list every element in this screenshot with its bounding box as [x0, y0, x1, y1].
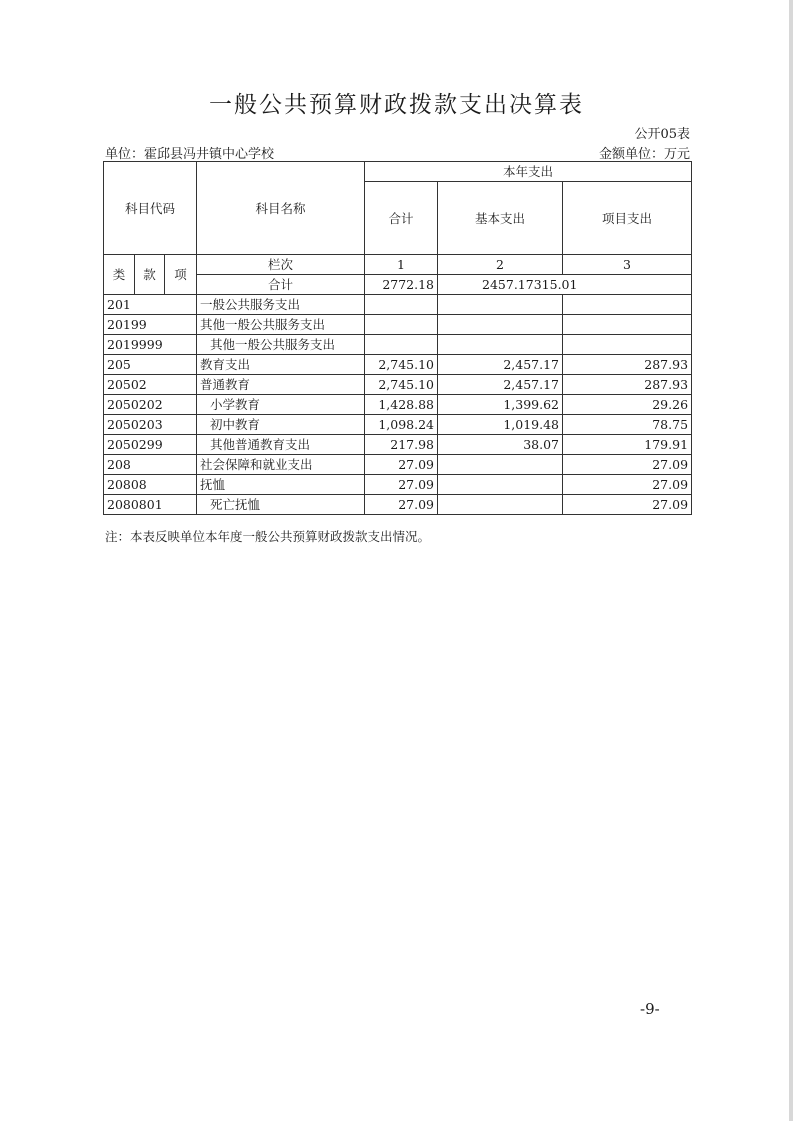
- row-code: 20199: [104, 315, 197, 335]
- row-total: 27.09: [365, 495, 438, 515]
- header-project: 项目支出: [563, 182, 692, 255]
- row-name: 其他普通教育支出: [197, 435, 365, 455]
- row-code: 2080801: [104, 495, 197, 515]
- row-basic: [438, 495, 563, 515]
- row-total: [365, 335, 438, 355]
- row-total: [365, 315, 438, 335]
- sum-total: 2772.18: [365, 275, 438, 295]
- row-code: 205: [104, 355, 197, 375]
- row-name: 普通教育: [197, 375, 365, 395]
- table-row: [104, 355, 692, 375]
- page-number: -9-: [640, 1000, 660, 1018]
- row-project: 287.93: [563, 375, 692, 395]
- row-project: [563, 335, 692, 355]
- unit-label: 单位：霍邱县冯井镇中心学校: [105, 147, 275, 162]
- table-row: [104, 415, 692, 435]
- table-row: [104, 435, 692, 455]
- table-row: [104, 335, 692, 355]
- header-xiang: 项: [165, 255, 197, 295]
- amount-unit-label: 金额单位：万元: [598, 147, 690, 162]
- table-row: [104, 295, 692, 315]
- row-basic: 1,399.62: [438, 395, 563, 415]
- row-basic: 1,019.48: [438, 415, 563, 435]
- header-basic: 基本支出: [438, 182, 563, 255]
- row-name: 死亡抚恤: [197, 495, 365, 515]
- row-total: 2,745.10: [365, 355, 438, 375]
- scan-edge: [789, 0, 793, 1121]
- sum-basic-project: 2457.17315.01: [438, 275, 692, 295]
- table-row: [104, 475, 692, 495]
- row-name: 教育支出: [197, 355, 365, 375]
- row-code: 208: [104, 455, 197, 475]
- header-col3: 3: [563, 255, 692, 275]
- row-basic: 38.07: [438, 435, 563, 455]
- row-project: [563, 295, 692, 315]
- header-lei: 类: [104, 255, 135, 295]
- row-name: 社会保障和就业支出: [197, 455, 365, 475]
- header-kuan: 款: [135, 255, 165, 295]
- row-name: 小学教育: [197, 395, 365, 415]
- row-total: [365, 295, 438, 315]
- row-total: 217.98: [365, 435, 438, 455]
- row-project: 27.09: [563, 495, 692, 515]
- row-basic: [438, 475, 563, 495]
- table-row: [104, 455, 692, 475]
- header-column-no: 栏次: [197, 255, 365, 275]
- row-name: 一般公共服务支出: [197, 295, 365, 315]
- budget-table: [103, 161, 692, 515]
- row-name: 初中教育: [197, 415, 365, 435]
- row-total: 2,745.10: [365, 375, 438, 395]
- row-total: 27.09: [365, 475, 438, 495]
- row-code: 20808: [104, 475, 197, 495]
- table-row: [104, 375, 692, 395]
- row-project: 29.26: [563, 395, 692, 415]
- table-row: [104, 395, 692, 415]
- form-number: 公开05表: [634, 127, 690, 142]
- row-project: 27.09: [563, 455, 692, 475]
- row-code: 2050203: [104, 415, 197, 435]
- header-name: 科目名称: [197, 162, 365, 255]
- table-row: [104, 495, 692, 515]
- row-basic: [438, 295, 563, 315]
- row-code: 2050202: [104, 395, 197, 415]
- row-total: 27.09: [365, 455, 438, 475]
- row-project: 287.93: [563, 355, 692, 375]
- sum-label: 合计: [197, 275, 365, 295]
- row-basic: [438, 455, 563, 475]
- row-code: 2050299: [104, 435, 197, 455]
- row-code: 20502: [104, 375, 197, 395]
- row-name: 其他一般公共服务支出: [197, 335, 365, 355]
- row-project: 27.09: [563, 475, 692, 495]
- row-total: 1,098.24: [365, 415, 438, 435]
- row-project: [563, 315, 692, 335]
- header-col1: 1: [365, 255, 438, 275]
- table-row: [104, 315, 692, 335]
- row-basic: 2,457.17: [438, 355, 563, 375]
- row-name: 抚恤: [197, 475, 365, 495]
- header-col2: 2: [438, 255, 563, 275]
- header-total: 合计: [365, 182, 438, 255]
- row-code: 201: [104, 295, 197, 315]
- row-code: 2019999: [104, 335, 197, 355]
- row-total: 1,428.88: [365, 395, 438, 415]
- page-title: 一般公共预算财政拨款支出决算表: [209, 92, 584, 118]
- header-year-spend: 本年支出: [365, 162, 692, 182]
- row-basic: [438, 335, 563, 355]
- row-basic: 2,457.17: [438, 375, 563, 395]
- row-project: 78.75: [563, 415, 692, 435]
- row-project: 179.91: [563, 435, 692, 455]
- row-name: 其他一般公共服务支出: [197, 315, 365, 335]
- row-basic: [438, 315, 563, 335]
- footnote: 注：本表反映单位本年度一般公共预算财政拨款支出情况。: [105, 529, 431, 544]
- header-code: 科目代码: [104, 162, 197, 255]
